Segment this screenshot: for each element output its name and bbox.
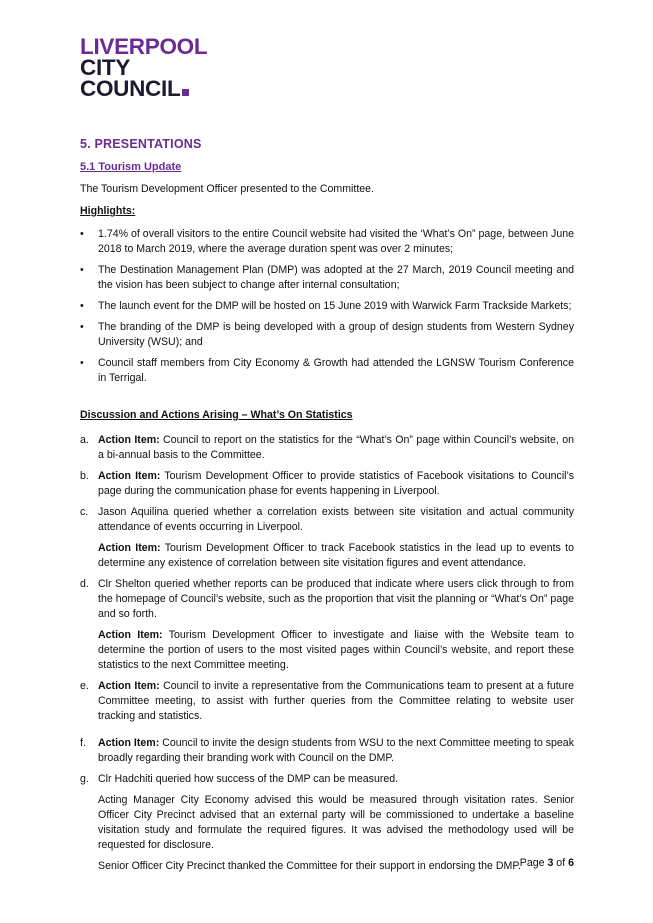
page-number [520,857,574,869]
subsection-title: 5.1 Tourism Update [80,161,182,173]
item-text: Tourism Development Officer to track Facebook statistics in the lead up to events to determine any existence of correlation between site visitation figures and event attendance. [98,542,574,569]
item-text: Clr Hadchiti queried how success of the DMP can be measured. [98,773,399,785]
item-paragraph [98,859,574,874]
action-item-label: Action Item: [98,737,160,749]
item-text: Council to invite the design students from WSU to the next Committee meeting to speak broadly regarding their branding work with Council on the DMP. [98,737,574,764]
item-paragraph [98,541,574,571]
item-paragraph [98,577,574,622]
highlight-text: The launch event for the DMP will be hosted on 15 June 2019 with Warwick Farm Trackside Markets; [98,300,572,312]
highlight-item [80,227,574,257]
item-text: Clr Shelton queried whether reports can be produced that indicate where users click through to from the homepage of Council’s website, such as the proportion that visit the planning or “What’s On” page and so forth. [98,578,574,620]
item-letter: e. [80,680,89,692]
item-paragraph [98,628,574,673]
logo-line-3-text: COUNCIL [80,76,181,101]
bullet-icon: • [80,300,84,312]
action-item-label: Action Item: [98,680,160,692]
item-letter: g. [80,773,89,785]
action-list-item [80,469,574,499]
action-item-label: Action Item: [98,434,160,446]
highlight-text: Council staff members from City Economy & Growth had attended the LGNSW Tourism Conference in Terrigal. [98,357,574,384]
bullet-icon: • [80,321,84,333]
logo-line-2: CITY [80,55,131,80]
bullet-icon: • [80,264,84,276]
logo-line-3 [80,78,207,99]
action-item-label: Action Item: [98,629,163,641]
bullet-icon: • [80,228,84,240]
highlight-text: 1.74% of overall visitors to the entire Council website had visited the ‘What’s On” page, between June 2018 to March 2019, where the average duration spent was over 2 minutes; [98,228,574,255]
item-text: Acting Manager City Economy advised this would be measured through visitation rates. Senior Officer City Precinct advised that an external party will be commissioned to undertake a baseline visitation study and formulate the required figures. It was advised the methodology used will be requested for disclosure. [98,794,574,851]
page-total: 6 [568,857,574,869]
item-text: Senior Officer City Precinct thanked the Committee for their support in endorsing the DMP. [98,860,521,872]
highlight-item [80,320,574,350]
discussion-heading: Discussion and Actions Arising – What’s On Statistics [80,409,353,421]
highlight-text: The Destination Management Plan (DMP) was adopted at the 27 March, 2019 Council meeting and the vision has been subject to change after internal consultation; [98,264,574,291]
action-item-label: Action Item: [98,542,161,554]
item-paragraph [98,433,574,463]
highlight-item [80,356,574,386]
item-letter: f. [80,737,86,749]
action-item-label: Action Item: [98,470,161,482]
section-title: 5. PRESENTATIONS [80,137,202,151]
item-paragraph [98,679,574,724]
logo-square-icon [182,89,189,96]
intro-text: The Tourism Development Officer presented to the Committee. [80,183,375,195]
item-text: Tourism Development Officer to investigate and liaise with the Website team to determine the portion of users to the most visited pages within Council’s website, and report these statistics to the next Committee meeting. [98,629,574,671]
logo-line-1: LIVERPOOL [80,34,208,59]
item-text: Jason Aquilina queried whether a correlation exists between site visitation and actual community attendance of events occurring in Liverpool. [98,506,574,533]
action-list-item [80,772,574,874]
item-letter: b. [80,470,89,482]
item-paragraph [98,736,574,766]
item-text: Council to invite a representative from the Communications team to present at a future Committee meeting, to assist with further queries from the Committee relating to website user tracking and statistics. [98,680,574,722]
action-list-item [80,433,574,463]
highlights-list [80,227,574,392]
highlight-item [80,263,574,293]
highlight-text: The branding of the DMP is being developed with a group of design students from Western Sydney University (WSU); and [98,321,574,348]
action-items-list [80,433,574,880]
item-letter: a. [80,434,89,446]
item-letter: c. [80,506,89,518]
item-paragraph [98,793,574,853]
action-list-item [80,679,574,724]
page-current: 3 [547,857,554,869]
item-text: Tourism Development Officer to provide statistics of Facebook visitations to Council’s page during the communication phase for events happening in Liverpool. [98,470,574,497]
item-text: Council to report on the statistics for the “What’s On” page within Council’s website, on a bi-annual basis to the Committee. [98,434,574,461]
council-logo [80,36,207,99]
item-paragraph [98,772,574,787]
page-middle: of [553,857,569,869]
item-paragraph [98,505,574,535]
item-letter: d. [80,578,89,590]
page-prefix: Page [519,857,548,869]
action-list-item [80,505,574,571]
item-paragraph [98,469,574,499]
highlights-label: Highlights: [80,205,136,217]
highlight-item [80,299,574,314]
bullet-icon: • [80,357,84,369]
action-list-item [80,736,574,766]
action-list-item [80,577,574,673]
